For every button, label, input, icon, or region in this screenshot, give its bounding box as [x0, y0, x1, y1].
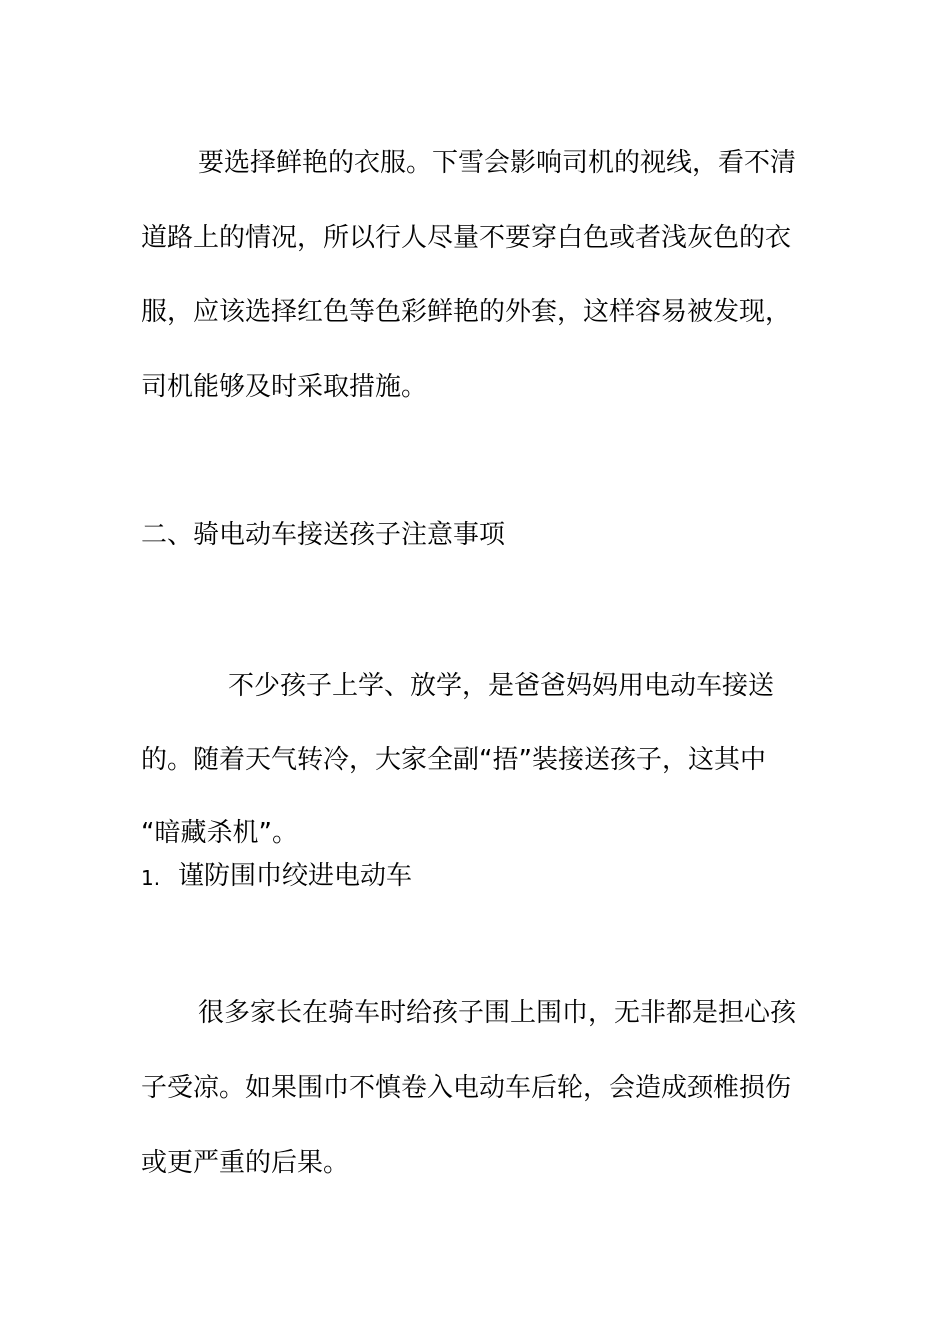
paragraph-2-line-1: 不少孩子上学、放学，是爸爸妈妈用电动车接送 — [228, 671, 775, 701]
paragraph-1-line-2: 道路上的情况，所以行人尽量不要穿白色或者浅灰色的衣 — [141, 223, 792, 253]
paragraph-3-line-1: 很多家长在骑车时给孩子围上围巾，无非都是担心孩 — [198, 998, 797, 1028]
paragraph-2-line-2: 的。随着天气转冷，大家全副“捂”装接送孩子，这其中 — [141, 745, 766, 775]
paragraph-1-line-1: 要选择鲜艳的衣服。下雪会影响司机的视线，看不清 — [198, 148, 797, 178]
paragraph-3-line-2: 子受凉。如果围巾不慎卷入电动车后轮，会造成颈椎损伤 — [141, 1073, 792, 1103]
section-heading: 二、骑电动车接送孩子注意事项 — [141, 520, 506, 550]
paragraph-1-line-3: 服，应该选择红色等色彩鲜艳的外套，这样容易被发现， — [141, 297, 792, 327]
paragraph-2-line-3: “暗藏杀机”。 — [141, 818, 298, 848]
list-item-title: 谨防围巾绞进电动车 — [178, 861, 413, 891]
list-item-number: 1. — [141, 866, 161, 890]
paragraph-3-line-3: 或更严重的后果。 — [141, 1148, 350, 1178]
paragraph-1-line-4: 司机能够及时采取措施。 — [141, 372, 428, 402]
